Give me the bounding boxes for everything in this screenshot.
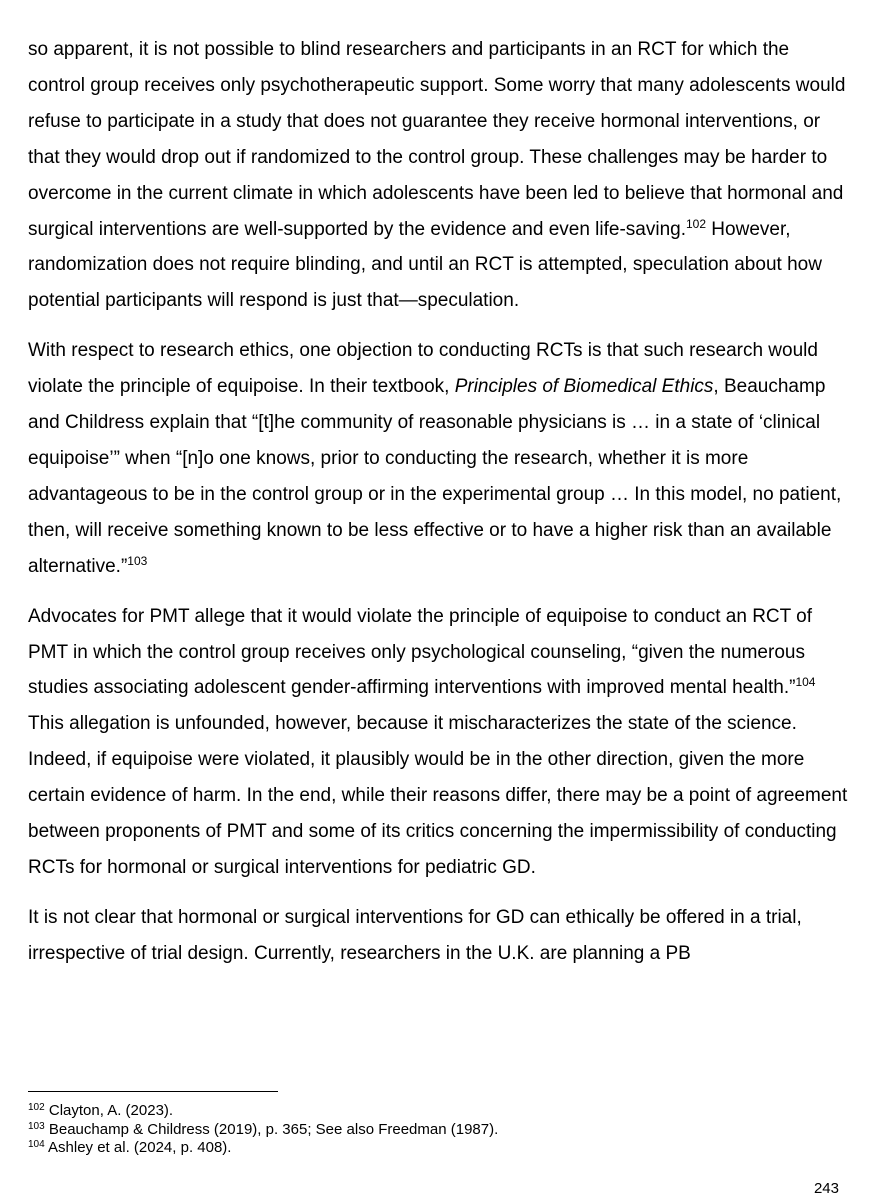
body-text — [28, 32, 848, 986]
footnote-text: Ashley et al. (2024, p. 408). — [44, 1139, 232, 1156]
footnote-reference: 102 — [686, 216, 707, 231]
text-run: so apparent, it is not possible to blind researchers and participants in an RCT for which the control group receives only psychotherapeutic support. Some worry that many adolescents would refuse to participate in a study that does not guarantee they receive hormonal interventions, or that they would drop out if randomized to the control group. These challenges may be harder to overcome in the current climate in which adolescents have been led to believe that hormonal and surgical interventions are well-supported by the evidence and even life-saving. — [28, 39, 846, 240]
footnotes — [28, 1102, 848, 1158]
footnote-text: Beauchamp & Childress (2019), p. 365; See also Freedman (1987). — [44, 1120, 499, 1138]
text-run: Advocates for PMT allege that it would violate the principle of equipoise to conduct an RCT of PMT in which the control group receives only psychological counseling, “given the numerous studies associating adolescent gender-affirming interventions with improved mental health.” — [28, 605, 813, 699]
page-number: 243 — [813, 1180, 839, 1197]
footnote — [28, 1139, 848, 1158]
footnote-reference: 104 — [795, 675, 816, 690]
footnote — [28, 1102, 848, 1121]
paragraph — [28, 32, 848, 319]
text-run: This allegation is unfounded, however, because it mischaracterizes the state of the science. Indeed, if equipoise were violated, it plausibly would be in the other direction, given the more certain evidence of harm. In the end, while their reasons differ, there may be a point of agreement between proponents of PMT and some of its critics concerning the impermissibility of conducting RCTs for hormonal or surgical interventions for pediatric GD. — [28, 713, 848, 878]
footnote-separator — [28, 1091, 278, 1092]
text-run: It is not clear that hormonal or surgical interventions for GD can ethically be offered in a trial, irrespective of trial design. Currently, researchers in the U.K. are planning a PB — [28, 906, 802, 964]
italic-title: Principles of Biomedical Ethics — [454, 376, 714, 398]
footnote-text: Clayton, A. (2023). — [44, 1102, 174, 1119]
text-run: With respect to research ethics, one objection to conducting RCTs is that such research would violate the principle of equipoise. In their textbook, — [28, 340, 818, 398]
footnote-number: 104 — [28, 1139, 45, 1150]
footnote-reference: 103 — [127, 553, 148, 568]
footnote-number: 103 — [28, 1120, 45, 1132]
paragraph — [28, 333, 848, 584]
text-run: However, randomization does not require blinding, and until an RCT is attempted, speculation about how potential participants will respond is just that—speculation. — [28, 218, 822, 312]
footnote — [28, 1121, 848, 1140]
paragraph — [28, 900, 848, 972]
text-run: , Beauchamp and Childress explain that “[t]he community of reasonable physicians is … in a state of ‘clinical equipoise’” when “[n]o one knows, prior to conducting the research, whether it is more advantageous to be in the control group or in the experimental group … In this model, no patient, then, will receive something known to be less effective or to have a higher risk than an available alternative.” — [28, 376, 842, 577]
paragraph — [28, 599, 848, 886]
footnote-number: 102 — [28, 1102, 45, 1113]
